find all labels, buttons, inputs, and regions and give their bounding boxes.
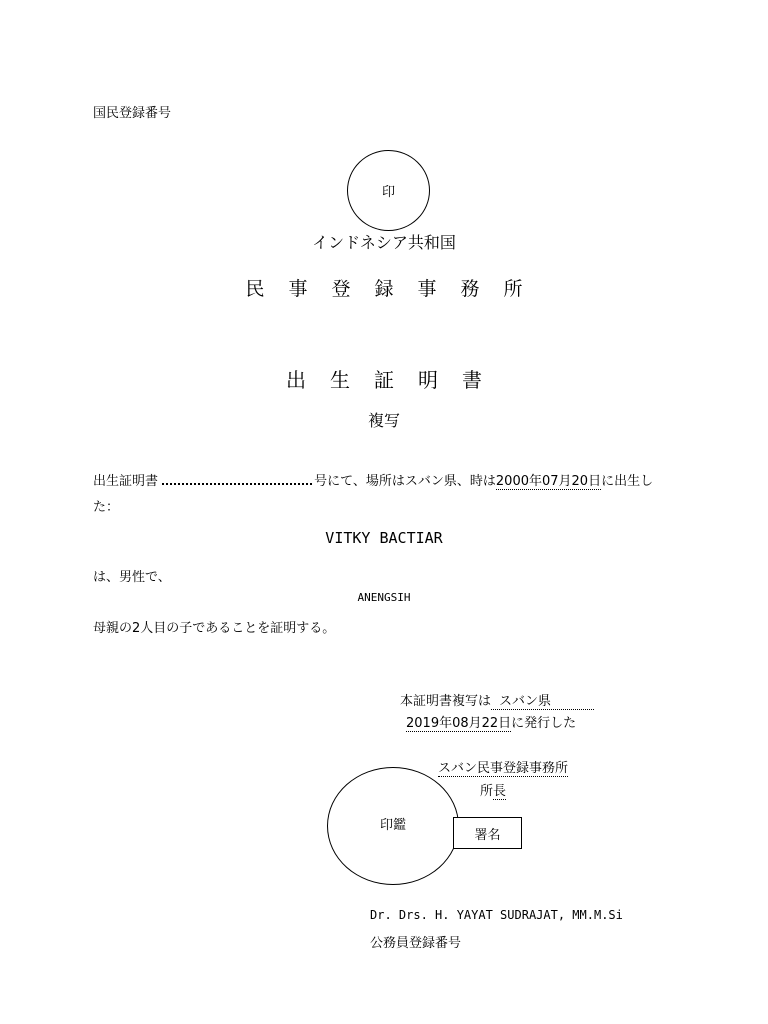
official-seal-label: 印鑑 <box>379 817 406 833</box>
signature-label: 署名 <box>474 827 501 843</box>
document-title: 出生証明書 <box>286 368 506 392</box>
copy-label: 複写 <box>367 411 400 430</box>
issued-at-line <box>400 690 594 710</box>
cert-text-mid: 号にて、場所はスバン県、時は <box>314 474 496 489</box>
official-id-label: 公務員登録番号 <box>370 936 462 951</box>
official-seal-circle <box>327 767 459 885</box>
child-name: VITKY BACTIAR <box>325 529 443 547</box>
office-name-text: スバン民事登録事務所 <box>438 761 569 776</box>
issued-date-line <box>406 712 576 731</box>
head-title <box>480 780 506 799</box>
cert-text-end: に出生し <box>601 474 654 489</box>
head-suffix: 長 <box>493 784 507 799</box>
issued-place: スバン県 <box>491 690 594 710</box>
gender-line: は、男性で、 <box>93 570 171 585</box>
top-seal-circle <box>347 150 430 231</box>
office-title: 民事登録事務所 <box>245 278 547 300</box>
signature-box <box>453 817 522 849</box>
mother-name: ANENGSIH <box>357 591 411 604</box>
national-registration-number-label: 国民登録番号 <box>93 106 172 121</box>
issued-date: 2019年08月22日 <box>406 716 512 731</box>
head-prefix: 所 <box>480 784 494 799</box>
top-seal-label: 印 <box>381 185 395 200</box>
certificate-sentence <box>93 470 653 489</box>
office-name <box>438 757 568 776</box>
official-name: Dr. Drs. H. YAYAT SUDRAJAT, MM.M.Si <box>370 908 623 922</box>
issued-at-label: 本証明書複写は <box>400 694 492 709</box>
country-title: インドネシア共和国 <box>312 233 456 252</box>
cert-text-wrap: た： <box>93 500 120 515</box>
cert-number-blank <box>162 471 312 485</box>
cert-label: 出生証明書 <box>93 474 159 489</box>
issued-suffix: に発行した <box>511 716 577 731</box>
birth-date: 2000年07月20日 <box>495 474 602 489</box>
certify-line: 母親の2人目の子であることを証明する。 <box>93 621 336 636</box>
